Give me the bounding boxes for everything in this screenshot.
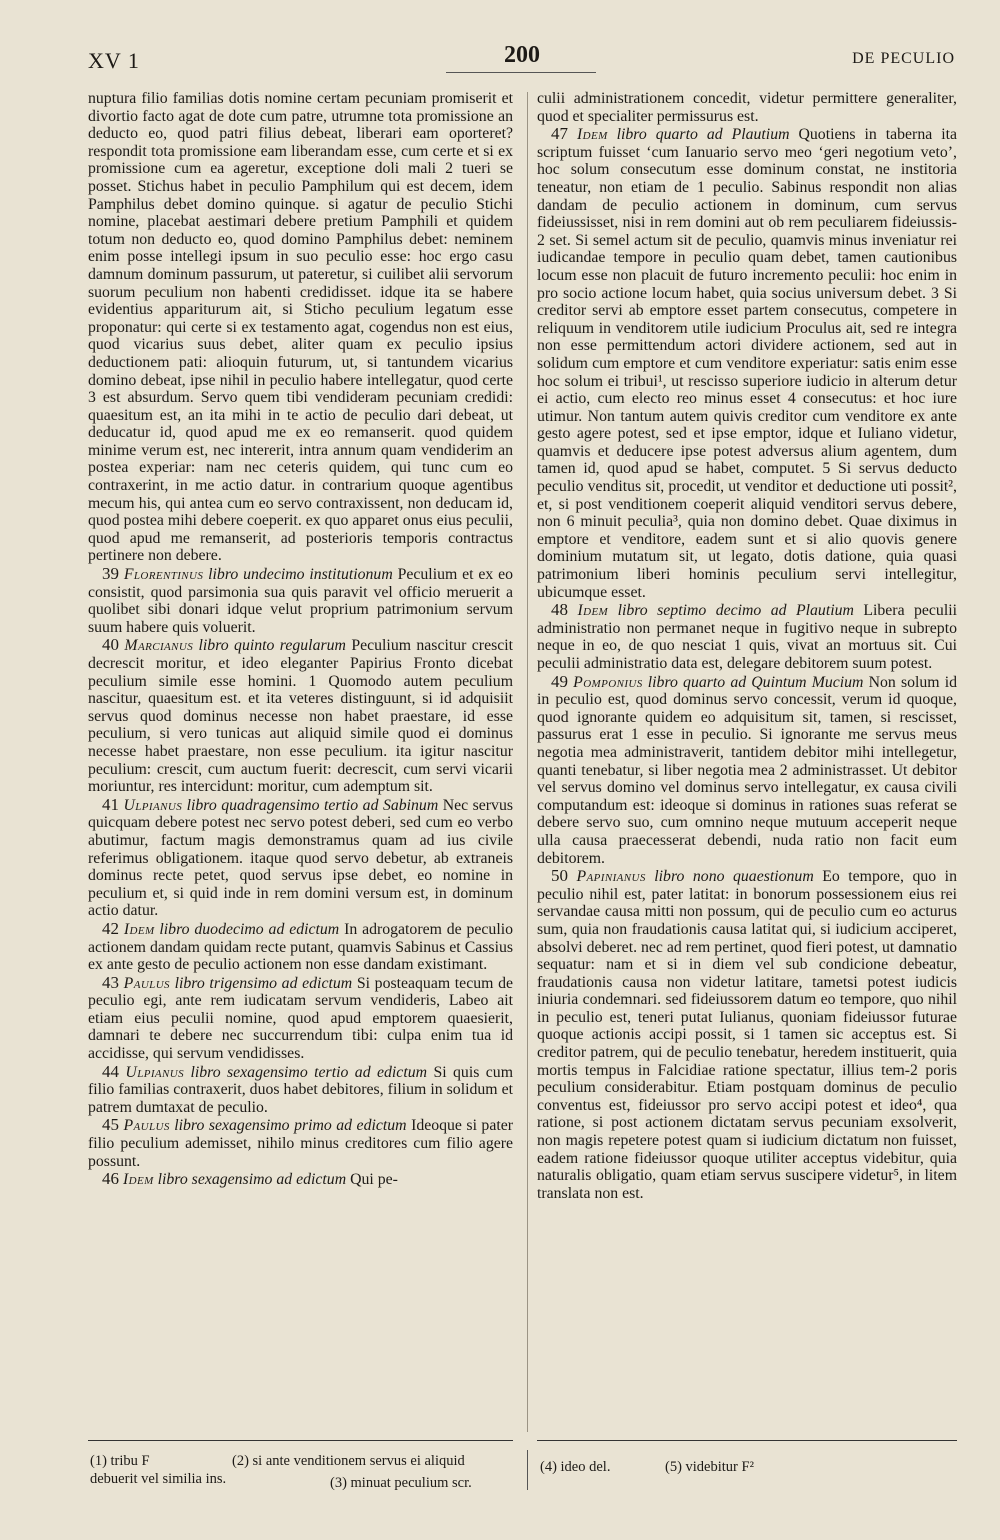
- entry-text: Si quis cum filio familias contraxerit, duos habet debitores, filium in solidum et patrem dumtaxat de peculio.: [88, 1063, 513, 1116]
- entry-number: 42: [102, 918, 119, 938]
- footnote-4: (4) ideo del.: [540, 1459, 611, 1475]
- jurist-name: Florentinus: [123, 566, 204, 584]
- footnote-5: (5) videbitur F²: [665, 1459, 754, 1475]
- entry-text: Non solum id in peculio est, quod dominus servo concessit, verum id quoque, quod ignorante quidem eo adquisitum sit, tamen, si rescisset, passurus erat 1 esse in peculio. Si ignorante me servus meus negotia mea administraverit, tantidem debitor mihi intellegetur, quanti tenebatur, si liber negotia mea 2 administrasset. Ut debitor vel servus domino vel dominus servo intellegatur, ex causa civili computandum est: ideoque si dominus in rationes suas referat se debere servo suo, cum omnino neque mutuum acceperit neque ulla causa praecesserat debendi, nuda ratio non facit eum debitorem.: [537, 673, 957, 867]
- source-reference: libro trigensimo ad edictum: [174, 974, 353, 992]
- jurist-name: Ulpianus: [125, 1063, 185, 1081]
- entry-number: 43: [102, 972, 119, 992]
- right-column: [537, 90, 957, 1435]
- paragraph-entry: [537, 125, 957, 601]
- source-reference: libro quarto ad Quintum Mucium: [647, 673, 864, 691]
- entry-text: Nec servus quicquam debere potest nec servo potest deberi, sed cum eo verbo abutimur, factum magis demonstramus quam ad ius civile referimus obligationem. itaque quod servo debetur, ab extraneis dominus recte petet, quod servus ipse debet, eo nomine in peculium et, si quid inde in rem domini versum est, in dominum actio datur.: [88, 796, 513, 920]
- entry-text: Eo tempore, quo in peculio nihil est, pater latitat: in bonorum possessionem eius rei servandae causa mitti non possum, qui de peculio cum eo acturus sum, quia non fraudationis causa latitat qui, si iudicium acciperet, absolvi deberet. nec ad rem pertinet, quod fieri potest, ut damnatio sequatur: nam et si in diem vel sub condicione debeatur, fraudationis causa non videtur latitare, tametsi potest iudicis iniuria condemnari. sed fideiussorem datum eo tempore, quo nihil in peculio est, teneri putat Iulianus, quoniam fideiussor futurae quoque actionis accipi possit, si 1 tamen sic acceptus est. Si creditor patrem, qui de peculio tenebatur, heredem instituerit, quia mortis tempus in Falcidiae ratione spectatur, illius tem-2 poris peculium considerabitur. Etiam postquam dominus de peculio conventus est, fideiussor pro servo accipi potest et ideo⁴, qua ratione, si post actionem dictatam servus pecuniam exsolverit, non magis repetere potest quam si iudicium dictatum non fuisset, eadem ratione fideiussor quoque utiliter acceptus videbitur, quia naturalis obligatio, quam etiam servus suscipere videtur⁵, in litem translata non est.: [537, 868, 957, 1202]
- jurist-name: Idem: [123, 920, 155, 938]
- source-reference: libro sexagensimo ad edictum: [157, 1171, 347, 1189]
- running-header: [88, 42, 955, 76]
- footnote-2: (2) si ante venditionem servus ei aliquid: [232, 1453, 465, 1469]
- footnote-rule-right: [537, 1440, 957, 1441]
- jurist-name: Paulus: [123, 974, 170, 992]
- entry-text: Ideoque si pater filio peculium ademisset, nihilo minus creditores cum filio agere possunt.: [88, 1117, 513, 1170]
- paragraph-entry: [88, 1116, 513, 1170]
- jurist-name: Ulpianus: [123, 796, 183, 814]
- paragraph-entry: [88, 90, 513, 565]
- source-reference: libro quadragensimo tertio ad Sabinum: [186, 796, 439, 814]
- entry-number: 47: [551, 124, 568, 144]
- paragraph-entry: [88, 796, 513, 920]
- entry-number: 48: [551, 600, 568, 620]
- footnote-2-continued: debuerit vel similia ins.: [90, 1471, 227, 1487]
- source-reference: libro quarto ad Plautium: [616, 126, 790, 144]
- paragraph-entry: [537, 601, 957, 672]
- paragraph-entry: [88, 636, 513, 795]
- jurist-name: Paulus: [123, 1117, 170, 1135]
- entry-number: 39: [102, 564, 119, 584]
- entry-number: 45: [102, 1115, 119, 1135]
- header-title-number: XV 1: [88, 48, 140, 73]
- left-column: [88, 90, 513, 1435]
- source-reference: libro undecimo institutionum: [208, 566, 393, 584]
- paragraph-entry: [88, 1170, 513, 1189]
- source-reference: libro sexagensimo primo ad edictum: [174, 1117, 407, 1135]
- header-section-title: DE PECULIO: [852, 50, 955, 67]
- paragraph-entry: [537, 867, 957, 1202]
- source-reference: libro quinto regularum: [198, 637, 346, 655]
- entry-number: 49: [551, 671, 568, 691]
- entry-text: In adrogatorem de peculio actionem dandam quidam recte putant, quamvis Sabinus et Cassius ex ante gesto de peculio actionem non esse dandam existimant.: [88, 920, 513, 974]
- entry-text: Qui pe-: [350, 1171, 398, 1189]
- column-divider: [527, 92, 528, 1432]
- source-reference: libro sexagensimo tertio ad edictum: [190, 1063, 428, 1081]
- jurist-name: Marcianus: [124, 637, 194, 655]
- jurist-name: Idem: [122, 1171, 154, 1189]
- entry-text: nuptura filio familias dotis nomine certam pecuniam promiserit et divortio facto agat de dote cum patre, utrumne tota promissione an deducto eo, quod patri filius debeat, liberari eam oporteret? respondit tota promissione eam liberandam esse, cum certe et si ex promissione cum ea ageretur, exceptione doli mali 2 tueri se posset. Stichus habet in peculio Pamphilum qui est decem, idem Pamphilus debet domino quinque. si agatur de peculio Stichi nomine, placebat aestimari debere pretium Pamphili et quidem totum non deducto eo, quod domino Pamphilus debet: neminem enim posse intellegi ipsum in suo peculio esse: hoc ergo casu damnum dominum passurum, ut pateretur, si cuilibet alii servorum suorum peculium non habenti credidisset. idque ita se habere evidentius appariturum ait, si Sticho peculium legatum esse proponatur: qui certe si ex testamento agat, cogendus non est eius, quod vicarius suus debet, aliter quam ex peculio ipsius deductionem pati: alioquin futurum, ut, si tantundem vicarius domino debeat, ipse nihil in peculio habere intellegatur, quod certe 3 est absurdum. Servo quem tibi vendideram pecuniam credidi: quaesitum est, an ita mihi in te actio de peculio dari debeat, ut deducatur id, quod apud me ex eo remanserit. quod quidem minime verum est, nec intererit, intra annum quam vendiderim an postea experiar: nam nec ceteris quidem, qui tunc cum eo contraxerint, in me actio datur. in contrarium quoque agentibus mecum his, qui antea cum eo servo contraxissent, non deducam id, quod postea mihi debere coeperit. ex quo apparet onus eius peculii, quod apud me remanserit, ad posterioris temporis contractus pertinere non debere.: [88, 90, 513, 565]
- paragraph-entry: [88, 920, 513, 974]
- entry-text: Libera peculii administratio non permanet neque in fugitivo neque in subrepto neque in eo, de quo nesciat 1 quis, vivat an mortuus sit. Cui peculii administratio data est, delegare debitorem suum potest.: [537, 602, 957, 672]
- page-number: 200: [504, 42, 540, 68]
- jurist-name: Idem: [577, 602, 609, 620]
- footnote-rule-left: [88, 1440, 513, 1441]
- paragraph-entry: [537, 90, 957, 125]
- entry-text: Peculium nascitur crescit decrescit moritur, et ideo eleganter Papirius Fronto dicebat peculium simile esse homini. 1 Quomodo autem peculium nascitur, quaesitum est. et ita veteres distinguunt, si id adquisiit servus quod dominus necesse non habet praestare, id esse peculium, si vero tunicas aut aliquid simile quod ei dominus necesse habet praestare, non esse peculium. ita igitur nascitur peculium: crescit, cum auctum fuerit: decrescit, cum servi vicarii moriuntur, res intercidunt: moritur, cum ademptum sit.: [88, 637, 513, 796]
- jurist-name: Idem: [576, 126, 608, 144]
- entry-text: Quotiens in taberna ita scriptum fuisset ‘cum Ianuario servo meo ‘geri negotium veto’, hoc solum consecutum esse dominum constat, ne institoria teneatur, non etiam de 1 peculio. Sabinus respondit non alias dandam de peculio actionem in dominum, cum servus fideiussisset, nisi in rem domini aut ob rem peculiarem fideiussis-2 set. Si semel actum sit de peculio, quamvis minus inveniatur rei iudicandae tempore in peculio quam debet, tamen cautionibus locum esse non placuit de futuro incremento peculii: hoc enim in pro socio actione locum habet, quia socius universum debet. 3 Si creditor servi ab emptore esset partem consecutus, competere in reliquum in venditorem utile iudicium Proculus ait, sed re integra non esse permittendum actori dividere actionem, sed aut in solidum cum emptore et cum venditore experiatur: satis enim esse hoc solum ei tribui¹, ut rescisso superiore iudicio in alterum detur ei actio, cum electo reo minus esset 4 consecutus: et hoc iure utimur. Non tantum autem quivis creditor cum venditore ex ante gesto agere potest, sed et ipse emptor, idque et Iuliano videtur, quamvis et deducere ipse potest adversus alium agentem, dum tamen id, quod apud se habet, computet. 5 Si servus deducto peculio venditus sit, procedit, ut venditor et deductione uti possit², et, si post venditionem coeperit aliquid venditori servus debere, non 6 minuit peculia³, quia non domino debet. Quae diximus in emptore et venditore, eadem sunt et si alio quovis genere dominium mutatum sit, ut legato, dotis datione, quia quasi patrimonium liberi hominis peculium servi intellegitur, ubicumque esset.: [537, 126, 957, 601]
- entry-text: culii administrationem concedit, videtur permittere generaliter, quod et specialiter permissurus est.: [537, 90, 957, 125]
- source-reference: libro nono quaestionum: [654, 868, 814, 886]
- footnote-3: (3) minuat peculium scr.: [330, 1475, 472, 1491]
- paragraph-entry: [88, 1063, 513, 1117]
- entry-number: 40: [102, 635, 119, 655]
- paragraph-entry: [88, 974, 513, 1063]
- entry-number: 44: [102, 1061, 119, 1081]
- entry-text: Si posteaquam tecum de peculio egi, ante rem iudicatam servum vendideris, Labeo ait etiam eius peculii nomine, quod apud emptorem quaesierit, damnari te debere nec succurrendum tibi: culpa enim tua id accidisse, qui servum vendidisses.: [88, 974, 513, 1063]
- paragraph-entry: [537, 673, 957, 868]
- entry-text: Peculium et ex eo consistit, quod parsimonia sua quis paravit vel officio meruerit a quolibet sibi donari idque velut proprium patrimonium servum suum habere quis voluerit.: [88, 566, 513, 636]
- entry-number: 50: [551, 866, 568, 886]
- source-reference: libro septimo decimo ad Plautium: [617, 602, 854, 620]
- jurist-name: Papinianus: [576, 868, 646, 886]
- footnote-separator: [527, 1450, 528, 1490]
- footnote-1: (1) tribu F: [90, 1453, 150, 1469]
- source-reference: libro duodecimo ad edictum: [159, 920, 340, 938]
- paragraph-entry: [88, 565, 513, 636]
- entry-number: 46: [102, 1169, 119, 1189]
- jurist-name: Pomponius: [573, 673, 643, 691]
- entry-number: 41: [102, 794, 119, 814]
- header-rule: [446, 72, 596, 73]
